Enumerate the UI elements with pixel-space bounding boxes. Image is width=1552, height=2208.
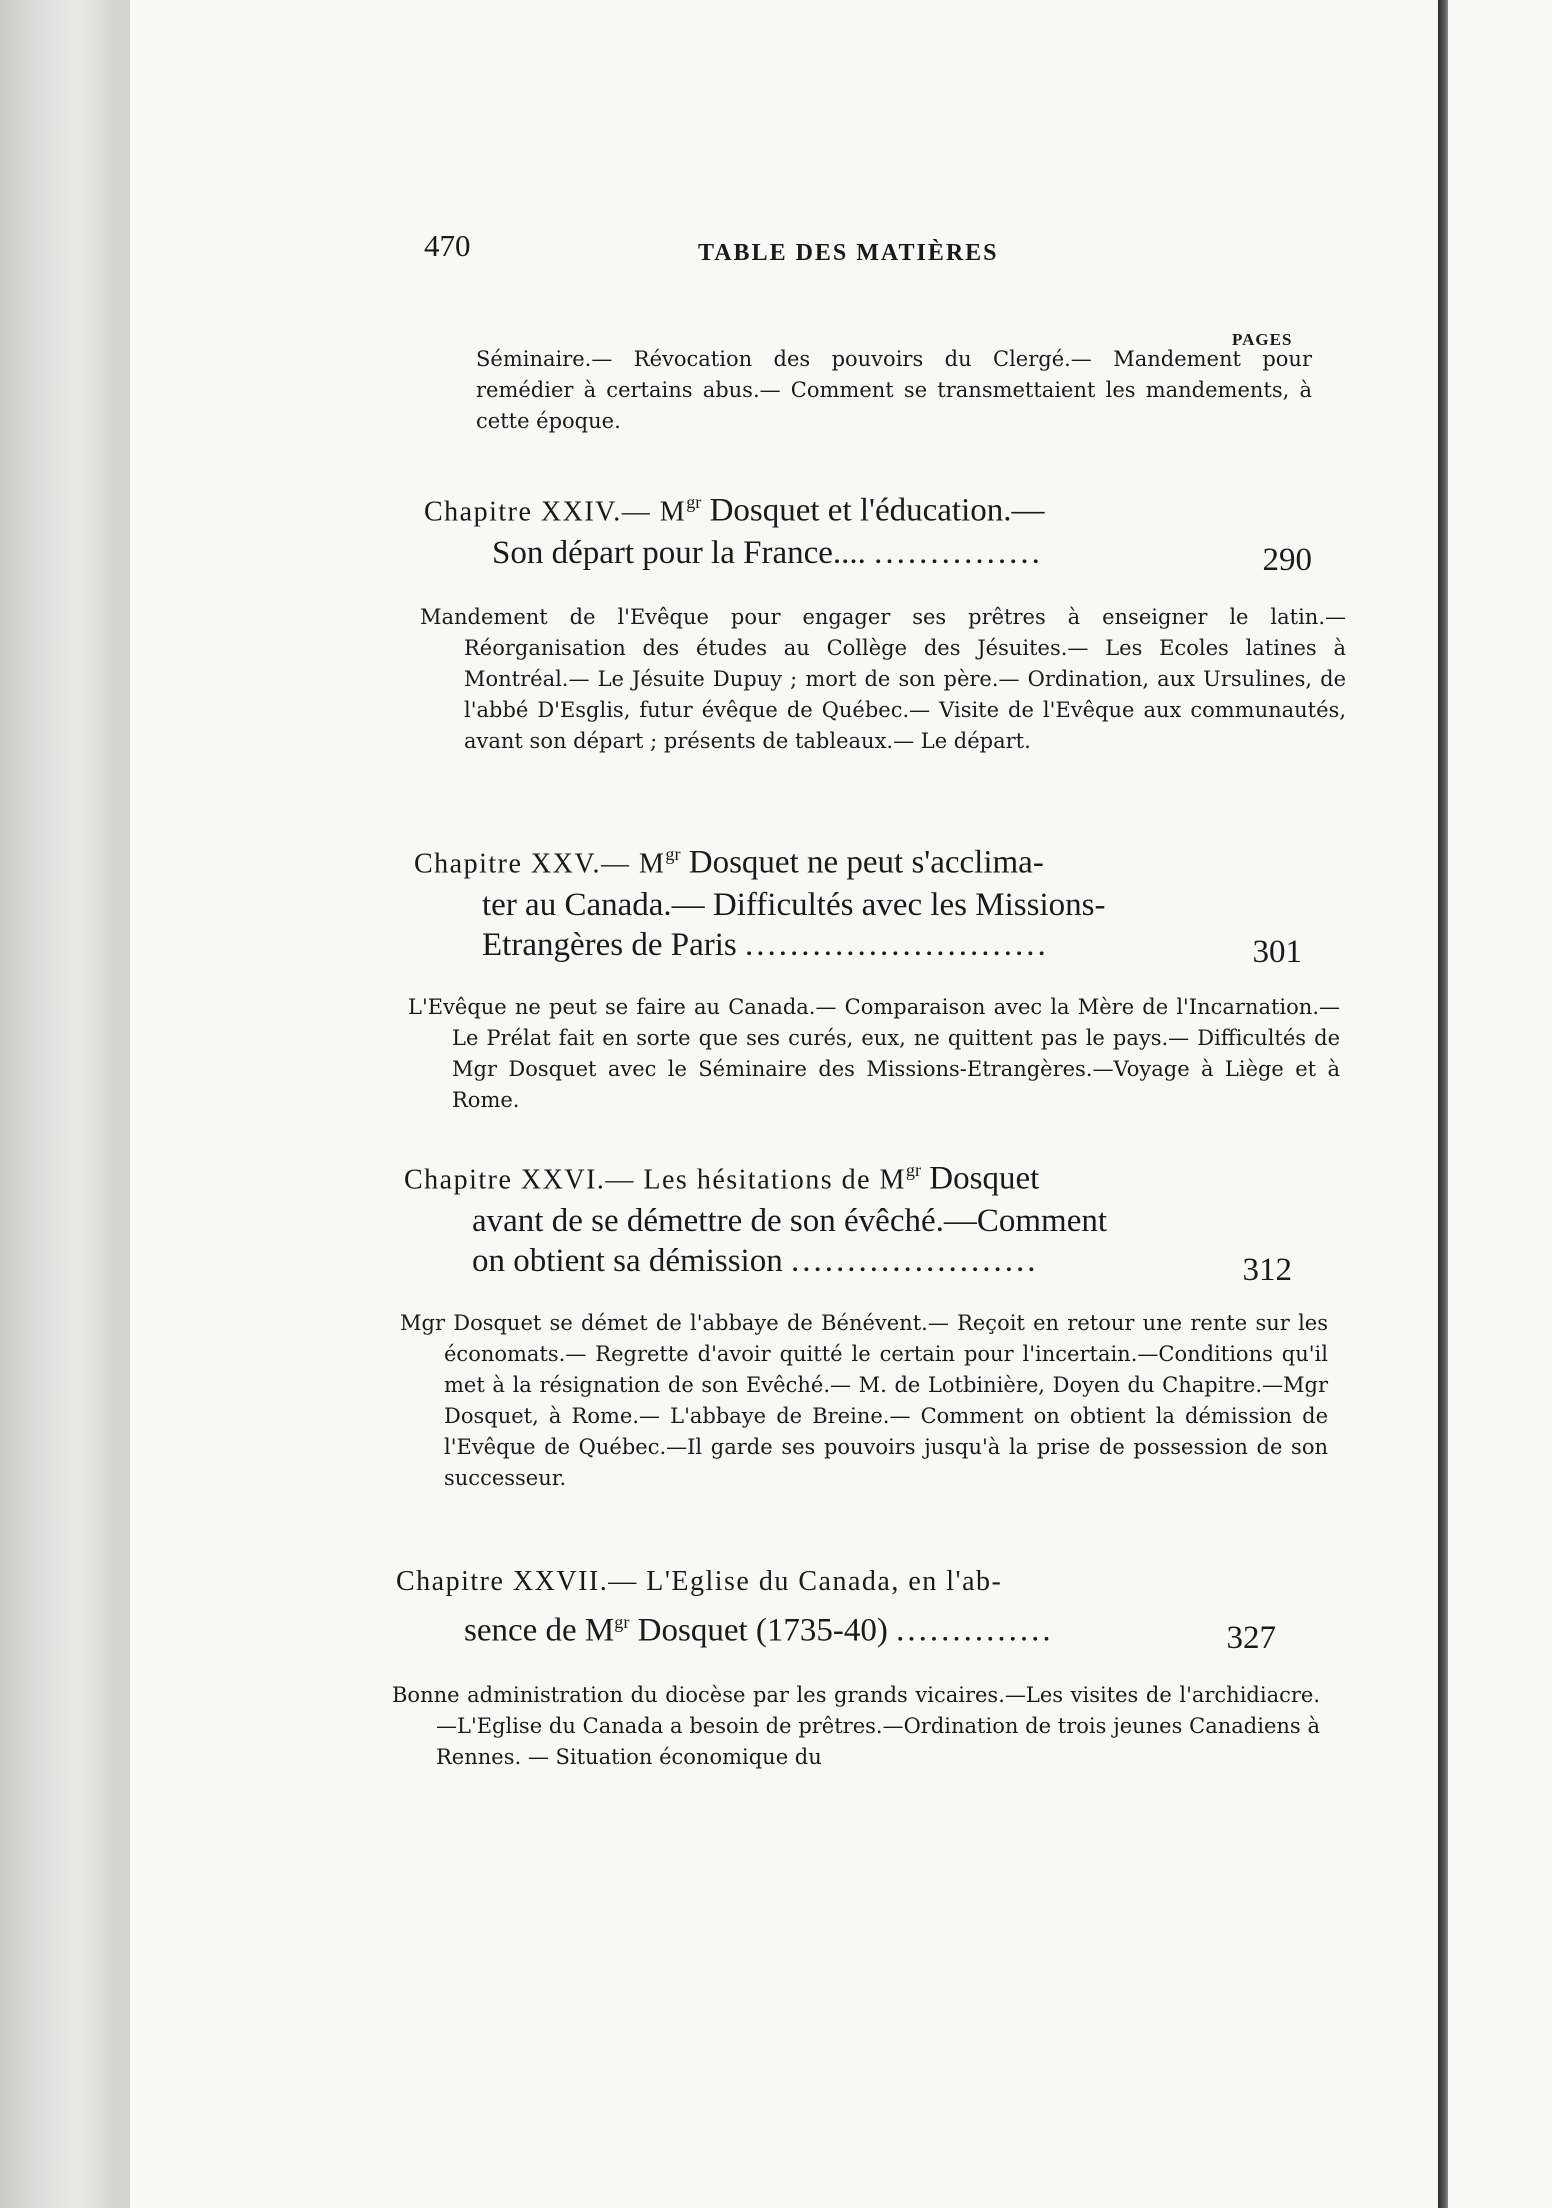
chapter-heading	[414, 834, 1302, 970]
chapter-title-part: Son départ pour la France....	[492, 534, 866, 571]
chapter-title-part: Dosquet	[921, 1160, 1040, 1197]
chapter-title-part: ter au Canada.— Difficultés avec les Missions-	[482, 886, 1106, 923]
section-summary: Séminaire.— Révocation des pouvoirs du Clergé.— Mandement pour remédier à certains abus.— Comment se transmettaient les mandements, à cette époque.	[476, 347, 1312, 433]
chapter-summary: Mgr Dosquet se démet de l'abbaye de Bénévent.— Reçoit en retour une rente sur les économats.— Regrette d'avoir quitté le certain pour l'incertain.—Conditions qu'il met à la résignation de son Evêché.— M. de Lotbinière, Doyen du Chapitre.—Mgr Dosquet, à Rome.— L'abbaye de Breine.— Comment on obtient la démission de l'Evêque de Québec.—Il garde ses pouvoirs jusqu'à la prise de possession de son successeur.	[400, 1311, 1328, 1490]
pages-column-label: PAGES	[1232, 330, 1293, 349]
chapter-label: Chapitre XXVI.— Les hésitations de M	[404, 1164, 906, 1196]
chapter-sup: gr	[614, 1612, 630, 1632]
scan-left-strip	[112, 0, 130, 2208]
chapter-title-line	[396, 1602, 1276, 1651]
leader-dots: ..............	[896, 1612, 1054, 1649]
leader-dots: ...........................	[745, 926, 1049, 963]
chapter-label: Chapitre XXIV.— M	[424, 496, 687, 528]
chapter-title-part: Dosquet ne peut s'acclima-	[680, 844, 1044, 881]
chapter-title-line	[404, 1241, 1292, 1281]
chapter-summary: Mandement de l'Evêque pour engager ses prêtres à enseigner le latin.— Réorganisation des études au Collège des Jésuites.— Les Ecoles latines à Montréal.— Le Jésuite Dupuy ; mort de son père.— Ordination, aux Ursulines, de l'abbé D'Esglis, futur évêque de Québec.— Visite de l'Evêque aux communautés, avant son départ ; présents de tableaux.— Le départ.	[420, 605, 1346, 753]
chapter-title-line	[396, 1560, 1276, 1602]
chapter-page-number: 312	[1242, 1252, 1292, 1288]
chapter-label: Chapitre XXV.— M	[414, 848, 666, 880]
chapter-title-line	[414, 834, 1302, 885]
facing-page-edge	[1448, 0, 1552, 2208]
chapter-title-part: avant de se démettre de son évêché.—Comment	[472, 1202, 1108, 1239]
leader-dots: ...............	[874, 534, 1043, 571]
chapter-title-line	[424, 482, 1312, 533]
chapter-sup: gr	[686, 492, 702, 512]
chapter-title-line	[414, 885, 1302, 925]
chapter-title-part: Dosquet et l'éducation.—	[701, 492, 1045, 529]
chapter-heading	[424, 482, 1312, 578]
chapter-title-line	[404, 1150, 1292, 1201]
chapter-title-line	[404, 1201, 1292, 1241]
chapter-heading	[404, 1150, 1292, 1288]
running-title: TABLE DES MATIÈRES	[698, 240, 999, 266]
chapter-summary: L'Evêque ne peut se faire au Canada.— Comparaison avec la Mère de l'Incarnation.—Le Prélat fait en sorte que ses curés, eux, ne quittent pas le pays.— Difficultés de Mgr Dosquet avec le Séminaire des Missions-Etrangères.—Voyage à Liège et à Rome.	[408, 995, 1340, 1112]
chapter-sup: gr	[905, 1160, 922, 1180]
chapter-sup: gr	[665, 844, 681, 864]
page-number: 470	[424, 228, 471, 263]
chapter-label: Chapitre XXVII.— L'Eglise du Canada, en l'ab-	[396, 1566, 1003, 1597]
chapter-heading	[396, 1560, 1276, 1656]
chapter-title-part: Dosquet (1735-40)	[629, 1612, 888, 1649]
chapter-title-line	[414, 925, 1302, 965]
chapter-page-number: 290	[1262, 542, 1312, 578]
chapter-page-number: 327	[1226, 1620, 1276, 1656]
chapter-title-part: Etrangères de Paris	[482, 926, 737, 963]
page-gutter	[1438, 0, 1448, 2208]
chapter-title-part: on obtient sa démission	[472, 1242, 783, 1279]
chapter-title-part: sence de M	[464, 1612, 615, 1649]
chapter-title-line	[424, 533, 1312, 573]
scan-left-edge	[0, 0, 112, 2208]
chapter-page-number: 301	[1252, 934, 1302, 970]
leader-dots: ......................	[790, 1242, 1039, 1279]
chapter-summary: Bonne administration du diocèse par les grands vicaires.—Les visites de l'archidiacre.—L'Eglise du Canada a besoin de prêtres.—Ordination de trois jeunes Canadiens à Rennes. — Situation économique du	[392, 1683, 1320, 1769]
